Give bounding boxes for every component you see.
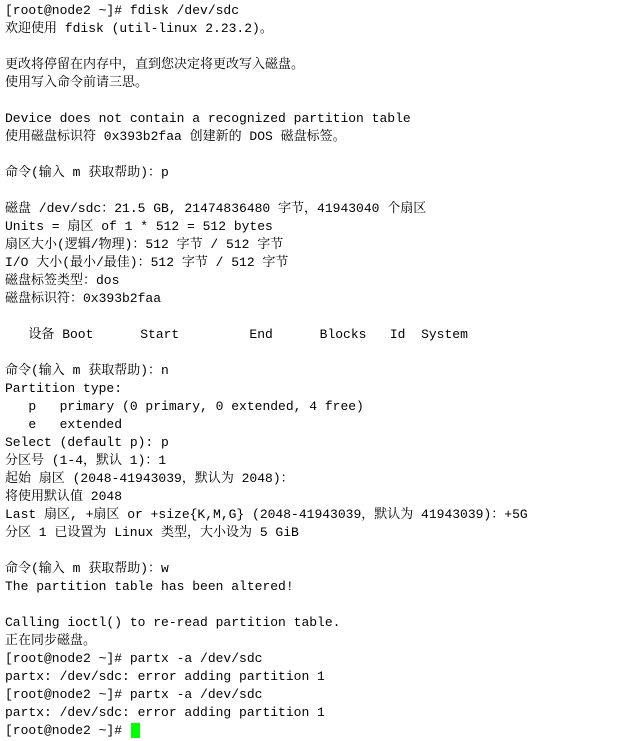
terminal-line: 使用写入命令前请三思。 xyxy=(5,75,149,90)
terminal-line xyxy=(5,38,641,56)
terminal-line: 分区 1 已设置为 Linux 类型，大小设为 5 GiB xyxy=(5,525,299,540)
command-line[interactable] xyxy=(5,722,641,740)
terminal-line: e extended xyxy=(5,417,123,432)
terminal-line: partx: /dev/sdc: error adding partition 1 xyxy=(5,705,325,720)
terminal-line: 磁盘标签类型：dos xyxy=(5,273,120,288)
terminal-line: 命令(输入 m 获取帮助)：p xyxy=(5,165,169,180)
terminal-line: 将使用默认值 2048 xyxy=(5,489,123,504)
terminal-line: [root@node2 ~]# partx -a /dev/sdc xyxy=(5,651,263,666)
terminal-line xyxy=(5,308,641,326)
terminal-line: 设备 Boot Start End Blocks Id System xyxy=(5,327,468,342)
terminal-line: Units = 扇区 of 1 * 512 = 512 bytes xyxy=(5,219,273,234)
text-cursor xyxy=(131,723,140,738)
terminal-line xyxy=(5,146,641,164)
terminal-line: Calling ioctl() to re-read partition table. xyxy=(5,615,341,630)
terminal-line: 命令(输入 m 获取帮助)：w xyxy=(5,561,169,576)
terminal-line: Last 扇区, +扇区 or +size{K,M,G} (2048-41943039，默认为 41943039)：+5G xyxy=(5,507,528,522)
terminal-line xyxy=(5,542,641,560)
terminal-line: [root@node2 ~]# fdisk /dev/sdc xyxy=(5,3,240,18)
terminal-line: Partition type: xyxy=(5,381,123,396)
terminal-line: Device does not contain a recognized partition table xyxy=(5,111,411,126)
terminal-line: 命令(输入 m 获取帮助)：n xyxy=(5,363,169,378)
terminal-line xyxy=(5,182,641,200)
terminal-line: Select (default p): p xyxy=(5,435,169,450)
terminal-line: 欢迎使用 fdisk (util-linux 2.23.2)。 xyxy=(5,21,273,36)
terminal-line xyxy=(5,92,641,110)
terminal-line: 使用磁盘标识符 0x393b2faa 创建新的 DOS 磁盘标签。 xyxy=(5,129,346,144)
terminal-line xyxy=(5,344,641,362)
terminal-line: I/O 大小(最小/最佳)：512 字节 / 512 字节 xyxy=(5,255,289,270)
terminal-line: 磁盘 /dev/sdc：21.5 GB, 21474836480 字节，41943040 个扇区 xyxy=(5,201,427,216)
terminal-line: The partition table has been altered! xyxy=(5,579,294,594)
terminal-line: partx: /dev/sdc: error adding partition 1 xyxy=(5,669,325,684)
terminal-line: 起始 扇区 (2048-41943039，默认为 2048)： xyxy=(5,471,294,486)
terminal-line: 正在同步磁盘。 xyxy=(5,633,97,648)
shell-prompt: [root@node2 ~]# xyxy=(5,723,130,738)
terminal-line: 分区号 (1-4，默认 1)：1 xyxy=(5,453,167,468)
terminal-output xyxy=(5,2,641,722)
terminal-line: [root@node2 ~]# partx -a /dev/sdc xyxy=(5,687,263,702)
terminal-line: p primary (0 primary, 0 extended, 4 free) xyxy=(5,399,364,414)
terminal-line: 更改将停留在内存中，直到您决定将更改写入磁盘。 xyxy=(5,57,305,72)
terminal-line xyxy=(5,596,641,614)
terminal-line: 磁盘标识符：0x393b2faa xyxy=(5,291,162,306)
terminal-line: 扇区大小(逻辑/物理)：512 字节 / 512 字节 xyxy=(5,237,284,252)
